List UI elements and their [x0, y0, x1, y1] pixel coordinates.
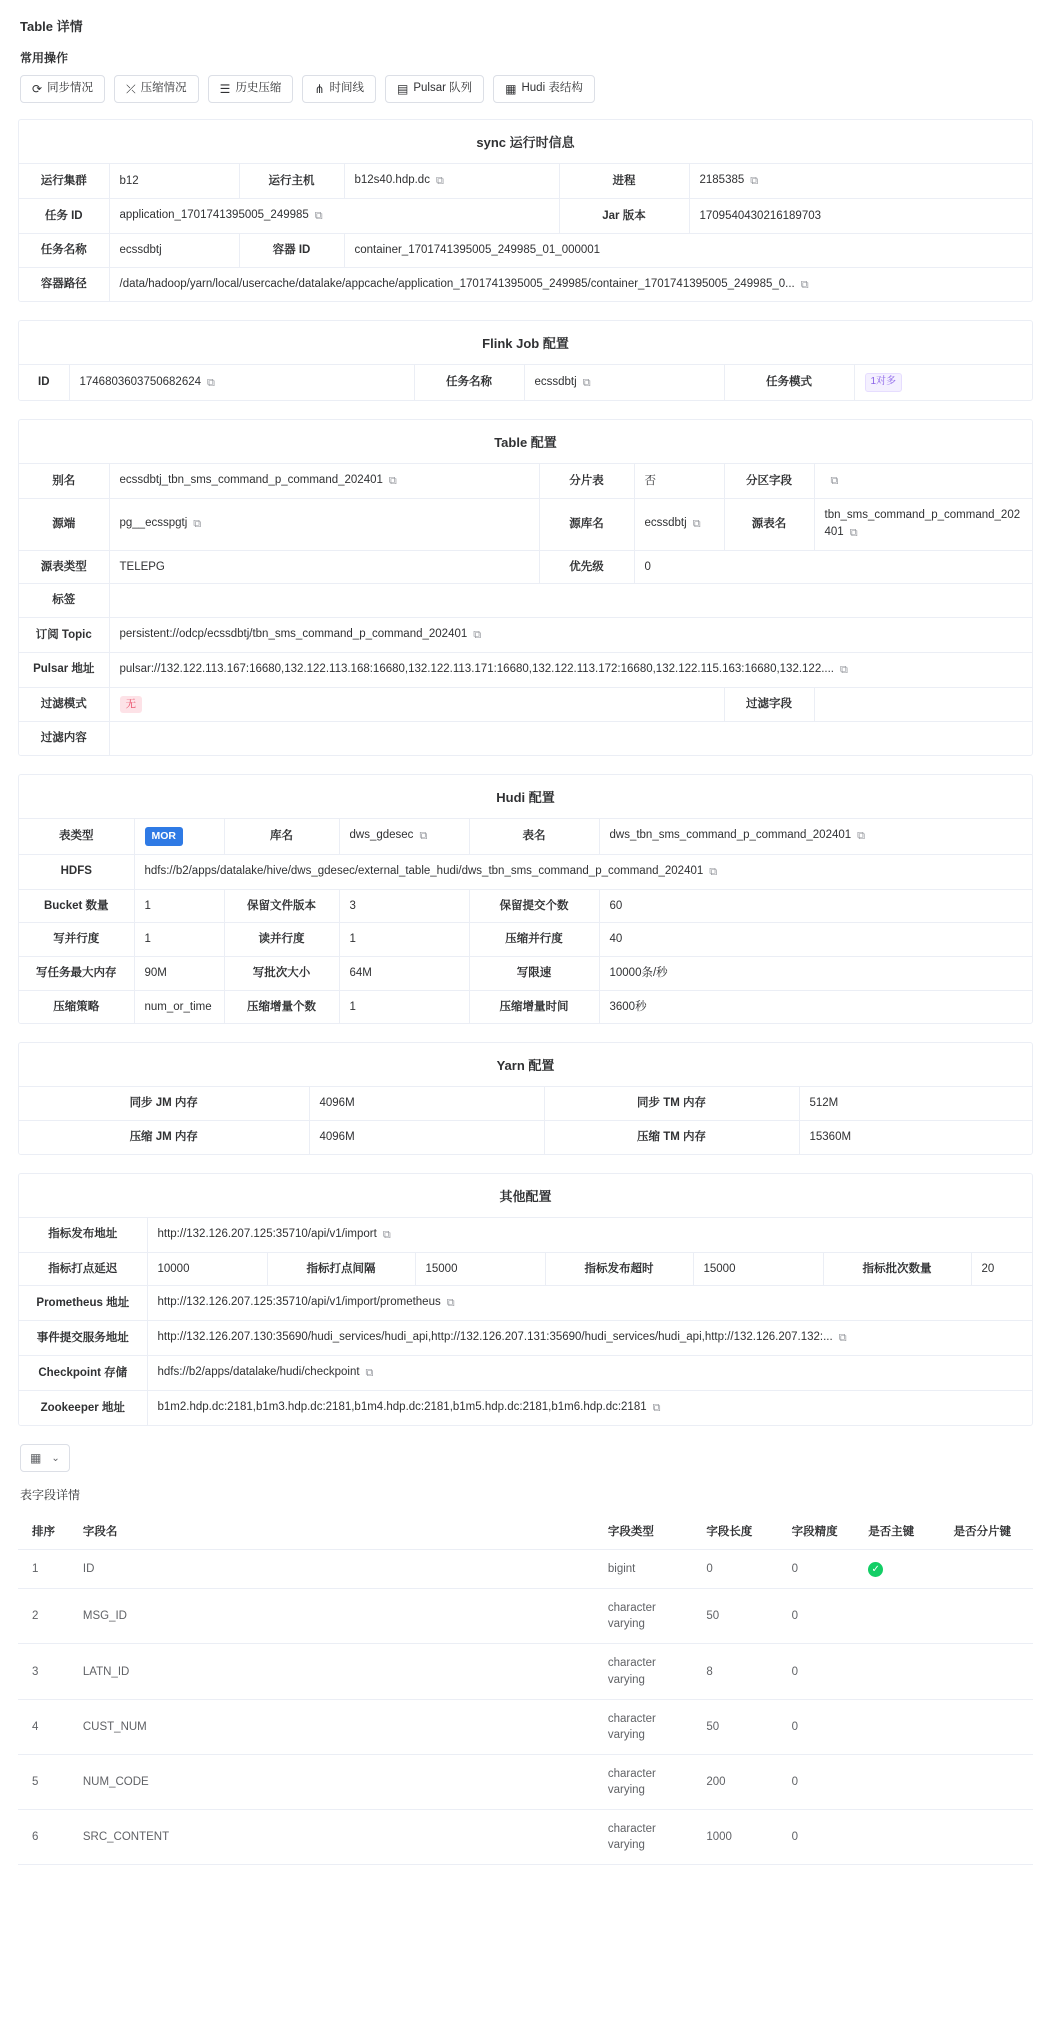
- write-parallel-value: 1: [134, 923, 224, 957]
- task-id-value: [109, 198, 559, 233]
- tool-button-label: 同步情况: [47, 82, 94, 95]
- toolbar: [18, 75, 1033, 103]
- table-row: [19, 365, 1032, 400]
- common-ops-label: 常用操作: [20, 51, 69, 65]
- tag-value: [109, 584, 1032, 618]
- compact-jm-value: 4096M: [309, 1121, 544, 1154]
- list-icon: ☰: [219, 82, 231, 96]
- zookeeper-value: [147, 1391, 1032, 1425]
- tool-button-label: Pulsar 队列: [413, 82, 473, 95]
- page-title: Table 详情: [20, 19, 83, 34]
- other-config-title: 其他配置: [19, 1174, 1032, 1218]
- source-table-label: 源表名: [724, 498, 814, 550]
- bucket-value: 1: [134, 889, 224, 923]
- compact-tm-value: 15360M: [809, 1131, 852, 1144]
- read-parallel-label: 读并行度: [224, 923, 339, 957]
- metric-publish-value-text: http://132.126.207.125:35710/api/v1/import: [157, 1227, 377, 1240]
- metric-batch-label: 指标批次数量: [823, 1252, 971, 1286]
- tool-button-pulsar-queue[interactable]: [385, 75, 484, 103]
- field-order: 6: [18, 1810, 75, 1865]
- compact-tm-label: 压缩 TM 内存: [544, 1121, 799, 1154]
- hdfs-label: HDFS: [19, 854, 134, 889]
- table-row: [19, 1356, 1032, 1391]
- flink-task-name-label: 任务名称: [414, 365, 524, 400]
- source-table-value-text: tbn_sms_command_p_command_202401: [824, 508, 1021, 538]
- tool-button-label: 历史压缩: [235, 82, 282, 95]
- tool-button-label: 时间线: [329, 82, 364, 95]
- field-primary-key: [860, 1589, 945, 1644]
- grid-icon: ▦: [30, 1451, 42, 1466]
- metric-batch-value: 20: [971, 1252, 1032, 1286]
- table-icon: ▦: [505, 82, 517, 96]
- hudi-table-type-value: [134, 819, 224, 855]
- field-name: MSG_ID: [75, 1589, 600, 1644]
- write-max-mem-value: 90M: [134, 957, 224, 991]
- metric-interval-value: 15000: [415, 1252, 545, 1286]
- event-submit-value: [147, 1321, 1032, 1356]
- source-label: 源端: [19, 498, 109, 550]
- column-header-field-length: 字段长度: [698, 1513, 783, 1550]
- topic-value-text: persistent://odcp/ecssdbtj/tbn_sms_command_p_command_202401: [119, 627, 468, 640]
- field-name: ID: [75, 1550, 600, 1589]
- compact-parallel-label: 压缩并行度: [469, 923, 599, 957]
- flink-id-value-text: 1746803603750682624: [79, 375, 202, 388]
- metric-publish-label: 指标发布地址: [19, 1218, 147, 1252]
- field-precision: 0: [784, 1589, 861, 1644]
- sync-runtime-card: [18, 119, 1033, 302]
- field-precision: 0: [784, 1754, 861, 1809]
- compact-delta-time-value: 3600秒: [609, 1000, 647, 1013]
- column-header-shard-key: 是否分片键: [946, 1513, 1034, 1550]
- field-primary-key: [860, 1644, 945, 1699]
- field-name: SRC_CONTENT: [75, 1810, 600, 1865]
- field-length: 50: [698, 1589, 783, 1644]
- table-type-badge: MOR: [145, 827, 184, 846]
- table-row: [19, 889, 1032, 923]
- table-row: [19, 1321, 1032, 1356]
- task-name-label: 任务名称: [19, 233, 109, 267]
- filter-field-label: 过滤字段: [724, 687, 814, 721]
- task-id-label: 任务 ID: [19, 198, 109, 233]
- event-submit-label: 事件提交服务地址: [19, 1321, 147, 1356]
- zookeeper-value-text: b1m2.hdp.dc:2181,b1m3.hdp.dc:2181,b1m4.hdp.dc:2181,b1m5.hdp.dc:2181,b1m6.hdp.dc:2181: [157, 1401, 647, 1414]
- field-length: 50: [698, 1699, 783, 1754]
- write-limit-label: 写限速: [469, 957, 599, 991]
- table-row: [18, 1644, 1033, 1699]
- column-settings-button[interactable]: [20, 1444, 70, 1472]
- filter-mode-badge: 无: [120, 696, 143, 713]
- source-type-value: TELEPG: [109, 550, 539, 584]
- tool-button-timeline[interactable]: [302, 75, 376, 103]
- copy-icon[interactable]: ⧉: [382, 1228, 391, 1241]
- field-length: 0: [698, 1550, 783, 1589]
- sync-tm-label: 同步 TM 内存: [544, 1087, 799, 1120]
- source-db-label: 源库名: [539, 498, 634, 550]
- table-config-card: [18, 419, 1033, 756]
- sync-tm-value: 512M: [799, 1087, 1032, 1120]
- zookeeper-label: Zookeeper 地址: [19, 1391, 147, 1425]
- field-shard-key: [946, 1589, 1034, 1644]
- table-row: [19, 198, 1032, 233]
- fields-table: [18, 1513, 1033, 1865]
- flink-task-mode-value: [854, 365, 1032, 400]
- host-value-text: b12s40.hdp.dc: [354, 174, 430, 186]
- check-icon: ✓: [868, 1562, 883, 1577]
- copy-icon[interactable]: ⧉: [800, 278, 809, 291]
- process-label: 进程: [559, 164, 689, 198]
- sync-runtime-table: [19, 164, 1032, 301]
- yarn-config-table: [19, 1087, 1032, 1153]
- topic-label: 订阅 Topic: [19, 617, 109, 652]
- checkpoint-value-text: hdfs://b2/apps/datalake/hudi/checkpoint: [157, 1366, 360, 1379]
- table-row: [19, 1087, 1032, 1120]
- flink-job-title: Flink Job 配置: [19, 321, 1032, 365]
- process-value: [689, 164, 1032, 198]
- table-row: [18, 1699, 1033, 1754]
- table-row: [19, 957, 1032, 991]
- field-length: 200: [698, 1754, 783, 1809]
- field-order: 2: [18, 1589, 75, 1644]
- hudi-db-label: 库名: [224, 819, 339, 855]
- field-type: bigint: [600, 1550, 698, 1589]
- copy-icon[interactable]: ⧉: [857, 830, 866, 843]
- compact-strategy-value: num_or_time: [134, 990, 224, 1023]
- partition-field-value: [814, 464, 1032, 498]
- copy-icon[interactable]: ⧉: [193, 518, 202, 531]
- field-order: 1: [18, 1550, 75, 1589]
- hudi-table-value-text: dws_tbn_sms_command_p_command_202401: [609, 829, 852, 842]
- field-shard-key: [946, 1699, 1034, 1754]
- table-row: [18, 1550, 1033, 1589]
- table-row: [19, 233, 1032, 267]
- flink-id-label: ID: [19, 365, 69, 400]
- field-shard-key: [946, 1644, 1034, 1699]
- write-limit-value: 10000条/秒: [599, 957, 1032, 991]
- alias-value: [109, 464, 539, 498]
- task-mode-badge: 1对多: [865, 373, 903, 392]
- field-shard-key: [946, 1810, 1034, 1865]
- copy-icon[interactable]: ⧉: [830, 474, 839, 487]
- table-row: [19, 923, 1032, 957]
- shard-table-value: 否: [634, 464, 724, 498]
- priority-value: 0: [634, 550, 1032, 584]
- field-type: character varying: [600, 1810, 698, 1865]
- table-row: [19, 550, 1032, 584]
- flink-task-mode-label: 任务模式: [724, 365, 854, 400]
- metric-timeout-value: 15000: [693, 1252, 823, 1286]
- field-type: character varying: [600, 1699, 698, 1754]
- column-header-field-name: 字段名: [75, 1513, 600, 1550]
- copy-icon[interactable]: ⧉: [692, 518, 701, 531]
- field-primary-key: [860, 1699, 945, 1754]
- sync-jm-label: 同步 JM 内存: [19, 1087, 309, 1120]
- alias-value-text: ecssdbtj_tbn_sms_command_p_command_202401: [119, 473, 383, 486]
- column-settings-row: [20, 1444, 1033, 1472]
- copy-icon[interactable]: ⧉: [838, 1332, 847, 1345]
- cluster-label: 运行集群: [19, 164, 109, 198]
- fields-header-row: [18, 1513, 1033, 1550]
- queue-icon: ▤: [397, 82, 409, 96]
- field-order: 3: [18, 1644, 75, 1699]
- compact-delta-num-label: 压缩增量个数: [224, 990, 339, 1023]
- hdfs-value-text: hdfs://b2/apps/datalake/hive/dws_gdesec/external_table_hudi/dws_tbn_sms_command_p_command_202401: [144, 864, 704, 877]
- filter-field-value: [814, 687, 1032, 721]
- hdfs-value: [134, 854, 1032, 889]
- compact-strategy-label: 压缩策略: [19, 990, 134, 1023]
- field-name: LATN_ID: [75, 1644, 600, 1699]
- checkpoint-label: Checkpoint 存储: [19, 1356, 147, 1391]
- metric-interval-label: 指标打点间隔: [267, 1252, 415, 1286]
- metric-delay-value: 10000: [147, 1252, 267, 1286]
- field-order: 4: [18, 1699, 75, 1754]
- table-row: [19, 617, 1032, 652]
- tool-button-sync-status[interactable]: [20, 75, 105, 103]
- copy-icon[interactable]: ⧉: [750, 175, 759, 187]
- field-length: 1000: [698, 1810, 783, 1865]
- table-row: [19, 1252, 1032, 1286]
- table-row: [19, 267, 1032, 301]
- column-header-field-precision: 字段精度: [784, 1513, 861, 1550]
- filter-mode-label: 过滤模式: [19, 687, 109, 721]
- tool-button-label: Hudi 表结构: [521, 82, 583, 95]
- compact-parallel-value: 40: [599, 923, 1032, 957]
- compact-jm-label: 压缩 JM 内存: [19, 1121, 309, 1154]
- write-batch-label: 写批次大小: [224, 957, 339, 991]
- copy-icon[interactable]: ⧉: [652, 1402, 661, 1415]
- table-row: [18, 1589, 1033, 1644]
- priority-label: 优先级: [539, 550, 634, 584]
- host-label: 运行主机: [239, 164, 344, 198]
- copy-icon[interactable]: ⧉: [582, 376, 591, 389]
- source-db-value: [634, 498, 724, 550]
- field-primary-key: [860, 1550, 945, 1589]
- tool-button-compaction-status[interactable]: [114, 75, 199, 103]
- flink-id-value: [69, 365, 414, 400]
- field-primary-key: [860, 1754, 945, 1809]
- keep-file-version-label: 保留文件版本: [224, 889, 339, 923]
- fields-section-title: 表字段详情: [20, 1488, 81, 1503]
- filter-mode-value: [109, 687, 724, 721]
- keep-commits-label: 保留提交个数: [469, 889, 599, 923]
- refresh-icon: ⟳: [32, 82, 43, 96]
- field-shard-key: [946, 1754, 1034, 1809]
- table-row: [19, 1391, 1032, 1425]
- table-row: [19, 990, 1032, 1023]
- container-id-label: 容器 ID: [239, 233, 344, 267]
- column-header-primary-key: 是否主键: [860, 1513, 945, 1550]
- tool-button-label: 压缩情况: [140, 82, 187, 95]
- copy-icon[interactable]: ⧉: [446, 1297, 455, 1310]
- field-primary-key: [860, 1810, 945, 1865]
- container-id-value: container_1701741395005_249985_01_000001: [344, 233, 1032, 267]
- flink-task-name-value: [524, 365, 724, 400]
- table-row: [19, 1286, 1032, 1321]
- copy-icon[interactable]: ⧉: [709, 865, 718, 878]
- table-row: [18, 1754, 1033, 1809]
- compress-icon: ⤫: [126, 82, 136, 96]
- table-row: [19, 1121, 1032, 1154]
- source-value: [109, 498, 539, 550]
- table-row: [19, 652, 1032, 687]
- copy-icon[interactable]: ⧉: [207, 376, 215, 389]
- compact-delta-num-value: 1: [339, 990, 469, 1023]
- host-value: [344, 164, 559, 198]
- hudi-config-card: [18, 774, 1033, 1025]
- flink-job-table: [19, 365, 1032, 400]
- tag-label: 标签: [19, 584, 109, 618]
- write-parallel-label: 写并行度: [19, 923, 134, 957]
- copy-icon[interactable]: ⧉: [388, 474, 397, 487]
- field-length: 8: [698, 1644, 783, 1699]
- copy-icon[interactable]: ⧉: [435, 175, 444, 187]
- container-path-value-text: /data/hadoop/yarn/local/usercache/datalake/appcache/application_1701741395005_249985/container_1701741395005_249985_0...: [119, 277, 795, 290]
- source-table-value: [814, 498, 1032, 550]
- field-precision: 0: [784, 1810, 861, 1865]
- task-id-value-text: application_1701741395005_249985: [119, 208, 309, 221]
- keep-file-version-value: 3: [339, 889, 469, 923]
- hudi-table-label: 表名: [469, 819, 599, 855]
- copy-icon[interactable]: ⧉: [419, 830, 428, 843]
- copy-icon[interactable]: ⧉: [473, 628, 482, 641]
- task-name-value: ecssdbtj: [109, 233, 239, 267]
- timeline-icon: ⋔: [314, 82, 325, 96]
- container-path-label: 容器路径: [19, 267, 109, 301]
- topic-value: [109, 617, 1032, 652]
- container-path-value: [109, 267, 1032, 301]
- pulsar-value-text: pulsar://132.122.113.167:16680,132.122.113.168:16680,132.122.113.171:16680,132.122.113.172:16680,132.122.115.163:16680,132.122....: [119, 662, 835, 675]
- flink-task-name-value-text: ecssdbtj: [534, 375, 577, 388]
- partition-field-label: 分区字段: [724, 464, 814, 498]
- field-name: NUM_CODE: [75, 1754, 600, 1809]
- column-header-order: 排序: [18, 1513, 75, 1550]
- column-header-field-type: 字段类型: [600, 1513, 698, 1550]
- table-row: [19, 164, 1032, 198]
- metric-delay-label: 指标打点延迟: [19, 1252, 147, 1286]
- table-config-title: Table 配置: [19, 420, 1032, 464]
- copy-icon[interactable]: ⧉: [849, 526, 858, 539]
- tool-button-hudi-schema[interactable]: [493, 75, 595, 103]
- metric-publish-value: [147, 1218, 1032, 1252]
- prometheus-value: [147, 1286, 1032, 1321]
- table-row: [18, 1810, 1033, 1865]
- hudi-config-title: Hudi 配置: [19, 775, 1032, 819]
- table-row: [19, 498, 1032, 550]
- hudi-db-value-text: dws_gdesec: [349, 829, 414, 842]
- table-row: [19, 464, 1032, 498]
- tool-button-compaction-history[interactable]: [208, 75, 294, 103]
- compact-delta-time-label: 压缩增量时间: [469, 990, 599, 1023]
- cluster-value: b12: [109, 164, 239, 198]
- table-row: [19, 1218, 1032, 1252]
- write-batch-value: 64M: [339, 957, 469, 991]
- jar-version-value: 1709540430216189703: [689, 198, 1032, 233]
- field-type: character varying: [600, 1589, 698, 1644]
- copy-icon[interactable]: ⧉: [840, 663, 848, 676]
- filter-content-value: [109, 721, 1032, 754]
- alias-label: 别名: [19, 464, 109, 498]
- process-value-text: 2185385: [699, 174, 745, 186]
- checkpoint-value: [147, 1356, 1032, 1391]
- pulsar-value: [109, 652, 1032, 687]
- yarn-config-title: Yarn 配置: [19, 1043, 1032, 1087]
- other-config-card: [18, 1173, 1033, 1426]
- copy-icon[interactable]: ⧉: [314, 209, 323, 222]
- field-precision: 0: [784, 1644, 861, 1699]
- prometheus-label: Prometheus 地址: [19, 1286, 147, 1321]
- field-type: character varying: [600, 1644, 698, 1699]
- table-row: [19, 854, 1032, 889]
- source-type-label: 源表类型: [19, 550, 109, 584]
- field-shard-key: [946, 1550, 1034, 1589]
- table-row: [19, 721, 1032, 754]
- field-precision: 0: [784, 1699, 861, 1754]
- table-row: [19, 584, 1032, 618]
- hudi-config-table: [19, 819, 1032, 1024]
- shard-table-label: 分片表: [539, 464, 634, 498]
- hudi-db-value: [339, 819, 469, 855]
- pulsar-label: Pulsar 地址: [19, 652, 109, 687]
- hudi-table-value: [599, 819, 1032, 855]
- chevron-down-icon: ⌄: [51, 1452, 60, 1464]
- yarn-config-card: [18, 1042, 1033, 1154]
- source-value-text: pg__ecsspgtj: [119, 517, 188, 530]
- table-row: [19, 687, 1032, 721]
- sync-runtime-title: sync 运行时信息: [19, 120, 1032, 164]
- field-precision: 0: [784, 1550, 861, 1589]
- keep-commits-value: 60: [599, 889, 1032, 923]
- filter-content-label: 过滤内容: [19, 721, 109, 754]
- field-name: CUST_NUM: [75, 1699, 600, 1754]
- copy-icon[interactable]: ⧉: [365, 1367, 374, 1380]
- table-config-table: [19, 464, 1032, 755]
- other-config-table: [19, 1218, 1032, 1425]
- hudi-table-type-label: 表类型: [19, 819, 134, 855]
- sync-jm-value: 4096M: [309, 1087, 544, 1120]
- metric-timeout-label: 指标发布超时: [545, 1252, 693, 1286]
- bucket-label: Bucket 数量: [19, 889, 134, 923]
- flink-job-card: [18, 320, 1033, 401]
- field-type: character varying: [600, 1754, 698, 1809]
- table-row: [19, 819, 1032, 855]
- read-parallel-value: 1: [339, 923, 469, 957]
- jar-version-label: Jar 版本: [559, 198, 689, 233]
- source-db-value-text: ecssdbtj: [644, 517, 687, 530]
- field-order: 5: [18, 1754, 75, 1809]
- prometheus-value-text: http://132.126.207.125:35710/api/v1/import/prometheus: [157, 1296, 441, 1309]
- event-submit-value-text: http://132.126.207.130:35690/hudi_services/hudi_api,http://132.126.207.131:35690/hudi_services/hudi_api,http://132.126.207.132:...: [157, 1331, 833, 1344]
- write-max-mem-label: 写任务最大内存: [19, 957, 134, 991]
